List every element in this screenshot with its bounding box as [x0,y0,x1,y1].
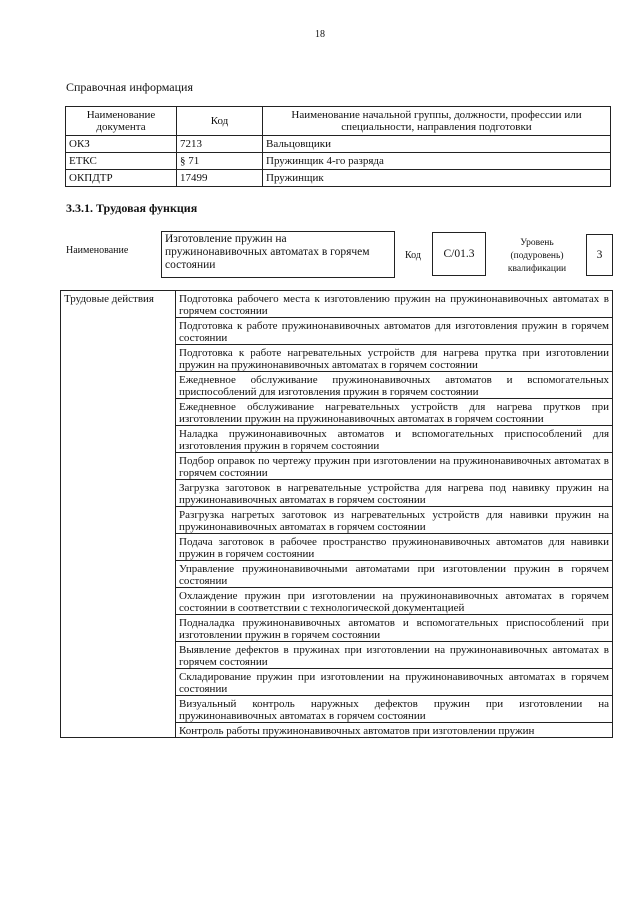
labor-action-item: Подготовка к работе нагревательных устройств для нагрева прутка при изготовлении пружин на пружинонавивочных автоматах в горячем состоянии [176,345,613,372]
reference-table [65,106,611,187]
labor-action-item: Подготовка рабочего места к изготовлению пружин на пружинонавивочных автоматах в горячем состоянии [176,291,613,318]
row-group-name: Вальцовщики [263,136,611,153]
qualification-level-label: Уровень (подуровень) квалификации [507,238,567,274]
labor-action-item: Ежедневное обслуживание пружинонавивочных автоматов и вспомогательных приспособлений для изготовления пружин в горячем состоянии [176,372,613,399]
table-row [61,291,613,318]
header-group-name: Наименование начальной группы, должности, профессии или специальности, направления подготовки [263,107,611,136]
section-title: 3.3.1. Трудовая функция [66,201,198,215]
labor-action-item: Складирование пружин при изготовлении на пружинонавивочных автоматах в горячем состоянии [176,669,613,696]
labor-actions-table [60,290,613,738]
row-code: § 71 [177,153,263,170]
qualification-level-box: 3 [586,234,613,276]
labor-action-item: Подача заготовок в рабочее пространство пружинонавивочных автоматов для навивки пружин в горячем состоянии [176,534,613,561]
reference-title: Справочная информация [66,80,193,94]
labor-action-item: Подготовка к работе пружинонавивочных автоматов для изготовления пружин в горячем состоянии [176,318,613,345]
labor-action-item: Визуальный контроль наружных дефектов пружин при изготовлении на пружинонавивочных автоматах в горячем состоянии [176,696,613,723]
labor-action-item: Разгрузка нагретых заготовок из нагревательных устройств для навивки пружин на пружинонавивочных автоматах в горячем состоянии [176,507,613,534]
table-row [66,170,611,187]
row-group-name: Пружинщик [263,170,611,187]
labor-actions-header: Трудовые действия [61,291,176,738]
function-name-label: Наименование [66,245,129,256]
reference-header-row [66,107,611,136]
header-document: Наименование документа [66,107,177,136]
labor-action-item: Выявление дефектов в пружинах при изготовлении на пружинонавивочных автоматах в горячем состоянии [176,642,613,669]
labor-action-item: Загрузка заготовок в нагревательные устройства для нагрева под навивку пружин на пружинонавивочных автоматах в горячем состоянии [176,480,613,507]
row-group-name: Пружинщик 4-го разряда [263,153,611,170]
header-code: Код [177,107,263,136]
row-document: ОКЗ [66,136,177,153]
table-row [66,136,611,153]
row-code: 17499 [177,170,263,187]
row-document: ЕТКС [66,153,177,170]
labor-action-item: Ежедневное обслуживание нагревательных устройств для нагрева прутков при изготовлении пружин на пружинонавивочных автоматах в горячем состоянии [176,399,613,426]
row-document: ОКПДТР [66,170,177,187]
function-name-box: Изготовление пружин на пружинонавивочных автоматах в горячем состоянии [161,231,395,278]
table-row [66,153,611,170]
labor-action-item: Контроль работы пружинонавивочных автоматов при изготовлении пружин [176,723,613,738]
page-number: 18 [315,29,325,40]
function-code-label: Код [405,250,421,261]
labor-action-item: Подналадка пружинонавивочных автоматов и вспомогательных приспособлений при изготовлении пружин в горячем состоянии [176,615,613,642]
function-code-box: C/01.3 [432,232,486,276]
labor-action-item: Подбор оправок по чертежу пружин при изготовлении на пружинонавивочных автоматах в горячем состоянии [176,453,613,480]
row-code: 7213 [177,136,263,153]
labor-action-item: Управление пружинонавивочными автоматами при изготовлении пружин в горячем состоянии [176,561,613,588]
labor-action-item: Охлаждение пружин при изготовлении на пружинонавивочных автоматах в горячем состоянии в соответствии с технологической документацией [176,588,613,615]
labor-action-item: Наладка пружинонавивочных автоматов и вспомогательных приспособлений для изготовления пружин в горячем состоянии [176,426,613,453]
